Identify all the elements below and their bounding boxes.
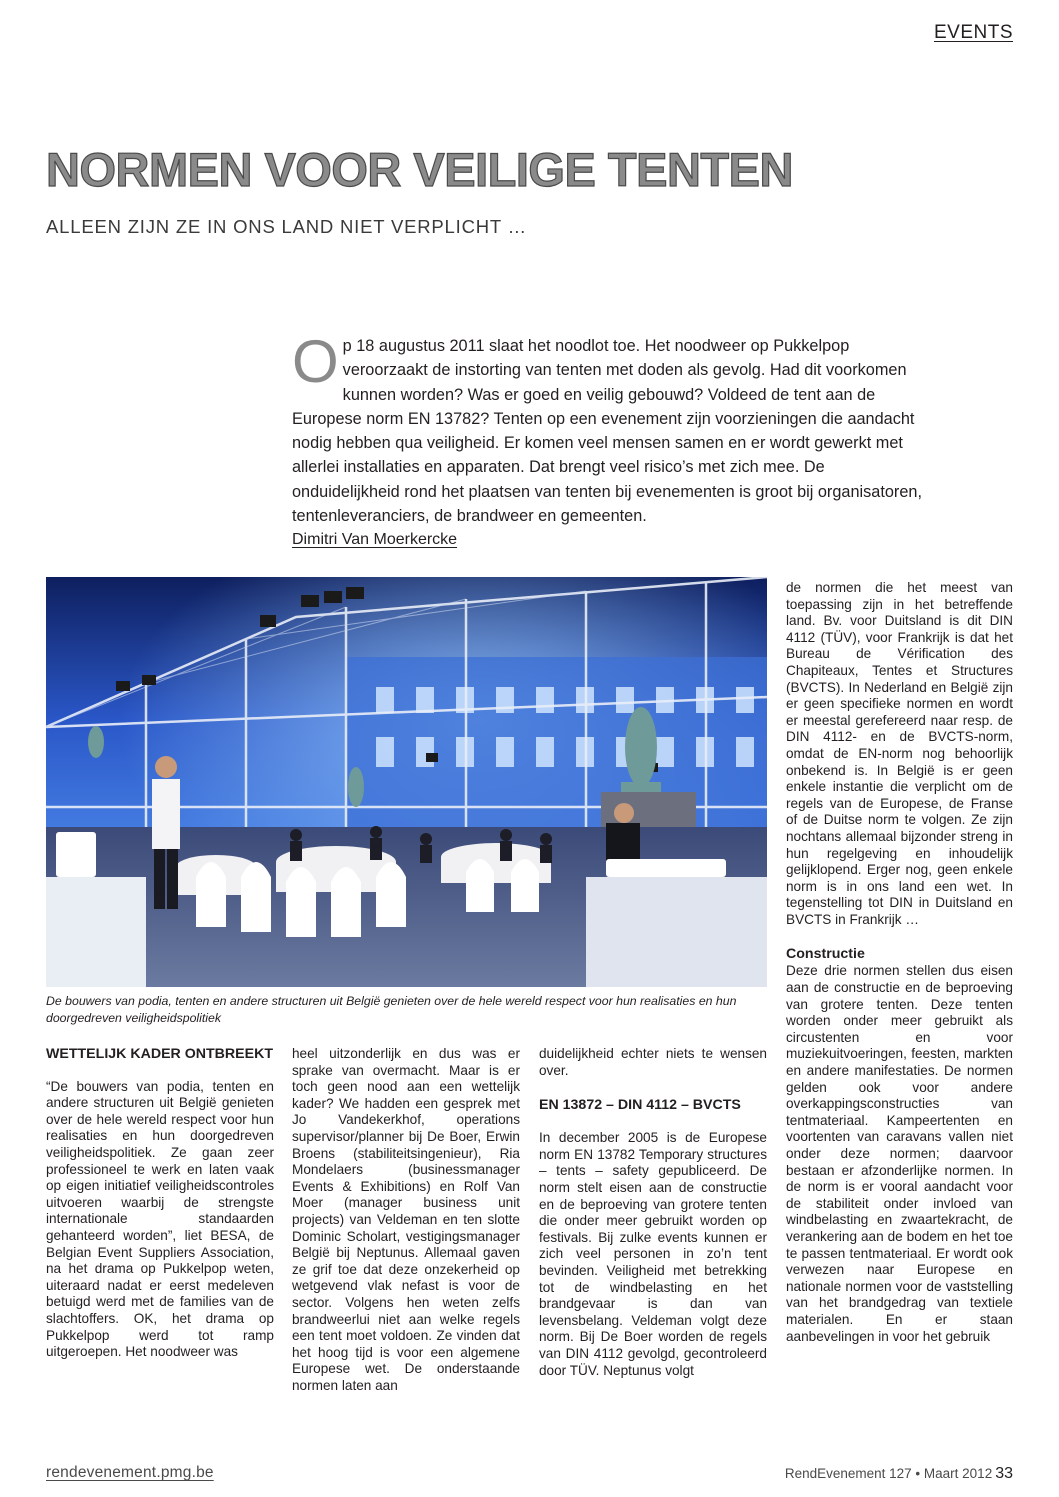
section-heading-constructie: Constructie (786, 946, 865, 963)
footer-website-link[interactable]: rendevenement.pmg.be (46, 1464, 214, 1481)
tent-interior-illustration (46, 577, 767, 987)
section-tag: EVENTS (933, 22, 1013, 43)
column-2 (292, 1046, 520, 1394)
drop-cap: O (292, 328, 339, 395)
issue-info: RendEvenement 127 • Maart 2012 (784, 1466, 993, 1481)
event-tent-photo (46, 577, 767, 987)
section-heading-en13872: EN 13872 – DIN 4112 – BVCTS (539, 1097, 741, 1114)
column-3-text: In december 2005 is de Europese norm EN 13782 Temporary structures – tents – safety gepubliceerd. De norm stelt eisen aan de constructie en de beproeving van grotere tenten die onder meer gebruikt worden op festivals. Bij zulke events kunnen er zich veel personen in zo’n tent bevinden. Veiligheid met betrekking tot de windbelasting en het brandgevaar is dan van levensbelang. Veldeman volgt deze norm. Bij De Boer worden de regels van DIN 4112 gevolgd, gecontroleerd door TÜV. Neptunus volgt (539, 1130, 767, 1378)
column-1-text: “De bouwers van podia, tenten en andere structuren uit België genieten over de hele wereld respect voor hun realisaties en hun doorgedreven veiligheidspolitiek. Ze gaan zeer professioneel te werk en laten vaak op eigen initiatief veiligheidscontroles uitvoeren waarbij de strengste internationale standaarden gehanteerd worden”, liet BESA, de Belgian Event Suppliers Association, na het drama op Pukkelpop weten, uiteraard nadat er eerst medeleven betuigd werd met de families van de slachtoffers. OK, het drama op Pukkelpop werd tot ramp uitgeroepen. Het noodweer was (46, 1078, 274, 1360)
column-4 (786, 580, 1013, 1345)
column-4-text-2: Deze drie normen stellen dus eisen aan de constructie en de beproeving van grotere tenten. Deze tenten worden onder meer gebruikt als circustenten en voor muziekuitvoeringen, feesten, markten en andere manifestaties. De normen gelden ook voor andere overkappingsconstructies van tentmateriaal. Kampeertenten en voortenten van caravans vallen niet onder deze normen; daarvoor bestaan er afzonderlijke normen. In de norm is er vooral aandacht voor de stabiliteit onder invloed van windbelasting en zwaartekracht, de verankering aan de bodem en het toe te passen tentmateriaal. Er wordt ook verwezen naar Europese en nationale normen voor de vaststelling van het brandgedrag van textiele materialen. En er staan aanbevelingen in voor het gebruik (786, 963, 1013, 1344)
intro-text: p 18 augustus 2011 slaat het noodlot toe. Het noodweer op Pukkelpop veroorzaakt de instorting van tenten met doden als gevolg. Had dit voorkomen kunnen worden? Was er goed en veilig gebouwd? Voldeed de tent aan de Europese norm EN 13782? Tenten op een evenement zijn voorzieningen die aandacht nodig hebben qua veiligheid. Er komen veel mensen samen en er wordt gewerkt met allerlei installaties en apparaten. Dat brengt veel risico’s met zich mee. De onduidelijkheid rond het plaatsen van tenten bij evenementen is groot bij organisatoren, tentenleveranciers, de brandweer en gemeenten. (292, 337, 922, 526)
article-subtitle: ALLEEN ZIJN ZE IN ONS LAND NIET VERPLICHT … (46, 216, 527, 237)
column-4-text: de normen die het meest van toepassing zijn in het betreffende land. Bv. voor Duitsland is dit DIN 4112 (TÜV), voor Frankrijk is dat het Bureau de Vérification des Chapiteaux, Tentes et Structures (BVCTS). In Nederland en België zijn er geen specifieke normen en wordt er meestal gerefereerd naar resp. de DIN 4112- en de BVCTS-norm, omdat de EN-norm nog behoorlijk onbekend is. In België is er geen enkele instantie die verplicht om de regels van de Europese, de Franse of de Duitse norm te volgen. Ze zijn nochtans allemaal bijzonder streng in hun regelgeving en inhoudelijk gelijklopend. Erger nog, geen enkele norm is in ons land een wet. In tegenstelling tot DIN in Duitsland en BVCTS in Frankrijk … (786, 580, 1013, 927)
section-heading-wettelijk-kader: WETTELIJK KADER ONTBREEKT (46, 1046, 273, 1062)
column-3-intro: duidelijkheid echter niets te wensen over. (539, 1046, 767, 1078)
column-1 (46, 1046, 274, 1361)
page-number: 33 (995, 1465, 1013, 1482)
author-byline: Dimitri Van Moerkercke (292, 531, 458, 548)
column-2-text: heel uitzonderlijk en dus was er sprake van overmacht. Maar is er toch geen nood aan een wettelijk kader? We hadden een gesprek met Jo Vandekerkhof, operations supervisor/planner bij De Boer, Erwin Broens (stabiliteitsingenieur), Ria Mondelaers (businessmanager Events & Exhibitions) en Rolf Van Moer (manager business unit projects) van Veldeman en ten slotte Dominic Scholart, vestigingsmanager België bij Neptunus. Allemaal gaven ze grif toe dat deze onzekerheid op wetgevend vlak nefast is voor de sector. Volgens hen weten zelfs brandweerlui niet aan welke regels een tent moet voldoen. Ze vinden dat het hoog tijd is voor een algemene Europese wet. De onderstaande normen laten aan (292, 1046, 520, 1393)
intro-paragraph (292, 328, 932, 528)
column-3 (539, 1046, 767, 1379)
article-title: NORMEN VOOR VEILIGE TENTEN (46, 143, 793, 196)
footer-issue (785, 1465, 1013, 1483)
photo-caption: De bouwers van podia, tenten en andere structuren uit België genieten over de hele wereld respect voor hun realisaties en hun doorgedreven veiligheidspolitiek (46, 994, 737, 1025)
